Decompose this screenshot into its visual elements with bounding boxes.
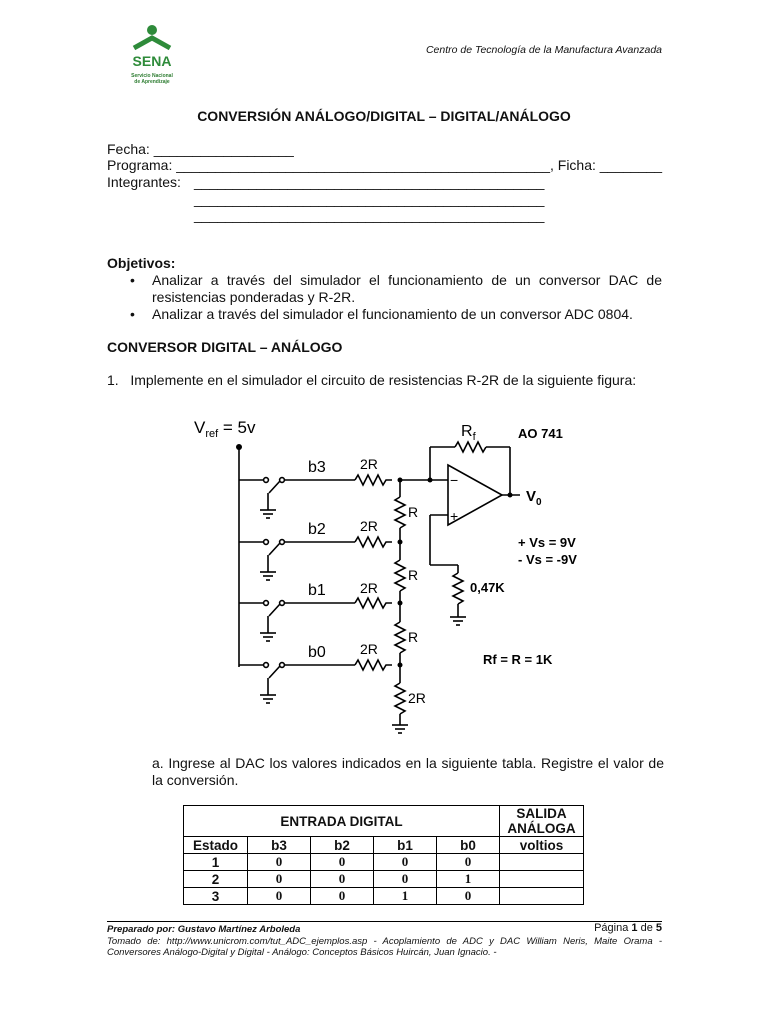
sena-logo [128,24,176,84]
bit-cell: 0 [311,854,374,871]
bit-cell: 0 [248,888,311,905]
estado-cell: 1 [184,854,248,871]
step-a: a. Ingrese al DAC los valores indicados en la siguiente tabla. Registre el valor de la conversión. [152,755,664,788]
bit-switch-b3 [239,475,392,518]
bit-cell: 0 [374,871,437,888]
column-header: b0 [437,837,500,854]
bit-switch-b2 [239,537,392,580]
opamp-minus: − [450,472,459,488]
programa-field: Programa: ________________________________________________, Ficha: ________ [107,157,663,173]
logo-subtitle: Servicio Nacional de Aprendizaje [131,73,173,85]
integrantes-line-2: _____________________________________________ [194,191,545,207]
column-header: Estado [184,837,248,854]
objectives-list [130,272,662,323]
resistor-2r-label: 2R [360,456,378,472]
bit-cell: 1 [437,871,500,888]
bit-switch-b0 [239,660,392,703]
logo-text: SENA [132,53,172,68]
integrantes-label: Integrantes: [107,174,181,190]
sena-logo-icon [128,24,176,68]
dac-table [183,805,584,905]
table-row [184,888,584,905]
resistor-2r-label: 2R [360,641,378,657]
bit-cell: 0 [248,871,311,888]
step-1: 1. Implemente en el simulador el circuito de resistencias R-2R de la siguiente figura: [107,372,637,388]
vref-label: $V_{ref} = 5v$ [194,418,256,440]
bit-cell: 0 [437,854,500,871]
bit-cell: 0 [311,871,374,888]
opamp-plus: + [450,508,459,524]
voltios-cell [500,871,584,888]
source-citation: Tomado de: http://www.unicrom.com/tut_ADC_ejemplos.asp - Acoplamiento de ADC y DAC William Neris, Maite Orama - Conversores Análogo-Digital y Digital - Análogo: Conceptos Básicos Huircán, Juan Ignacio. - [107,936,662,958]
bit-cell: 1 [374,888,437,905]
column-header: b2 [311,837,374,854]
bit-cell: 0 [248,854,311,871]
vo-label: $V_0$ [526,488,542,508]
estado-cell: 3 [184,888,248,905]
bit-label-b1: b1 [308,582,326,599]
fecha-field: Fecha: __________________ [107,141,294,157]
rf-label: $R_f$ [461,423,476,443]
resistor-r-label: R [408,504,419,520]
ao741-label: AO 741 [518,426,563,441]
voltios-cell [500,888,584,905]
column-header: b3 [248,837,311,854]
table-row [184,854,584,871]
bit-cell: 0 [437,888,500,905]
r047-label: 0,47K [470,580,505,595]
page-number: Página 1 de 5 [594,922,662,934]
vs-negative-label: - Vs = -9V [518,552,577,567]
column-header: b1 [374,837,437,854]
bit-switch-b1 [239,598,392,641]
r2r-circuit-diagram [180,405,600,745]
bit-cell: 0 [311,888,374,905]
bit-label-b3: b3 [308,459,326,476]
bit-label-b2: b2 [308,521,326,538]
rf-equation-label: Rf = R = 1K [483,652,553,667]
resistor-r-label: R [408,567,419,583]
resistor-2r-label: 2R [360,518,378,534]
integrantes-line-1: _____________________________________________ [194,174,545,190]
header-salida-analoga: SALIDA ANÁLOGA [500,806,584,837]
resistor-r-label: R [408,629,419,645]
prepared-by: Preparado por: Gustavo Martínez Arboleda [107,924,301,935]
document-title: CONVERSIÓN ANÁLOGO/DIGITAL – DIGITAL/ANÁLOGO [197,108,571,124]
table-row [184,871,584,888]
section-heading: CONVERSOR DIGITAL – ANÁLOGO [107,339,343,355]
header-entrada-digital: ENTRADA DIGITAL [184,806,500,837]
voltios-cell [500,854,584,871]
resistor-2r-label: 2R [360,580,378,596]
objectives-heading: Objetivos: [107,255,176,271]
vs-positive-label: + Vs = 9V [518,535,576,550]
bit-label-b0: b0 [308,644,326,661]
integrantes-line-3: _____________________________________________ [194,207,545,223]
resistor-2r-bottom-label: 2R [408,690,426,706]
objective-item: • Analizar a través del simulador el funcionamiento de un conversor ADC 0804. [130,306,662,323]
column-header: voltios [500,837,584,854]
center-name: Centro de Tecnología de la Manufactura Avanzada [425,44,662,56]
estado-cell: 2 [184,871,248,888]
bit-cell: 0 [374,854,437,871]
objective-item: • Analizar a través del simulador el funcionamiento de un conversor DAC de resistencias ponderadas y R-2R. [130,272,662,306]
